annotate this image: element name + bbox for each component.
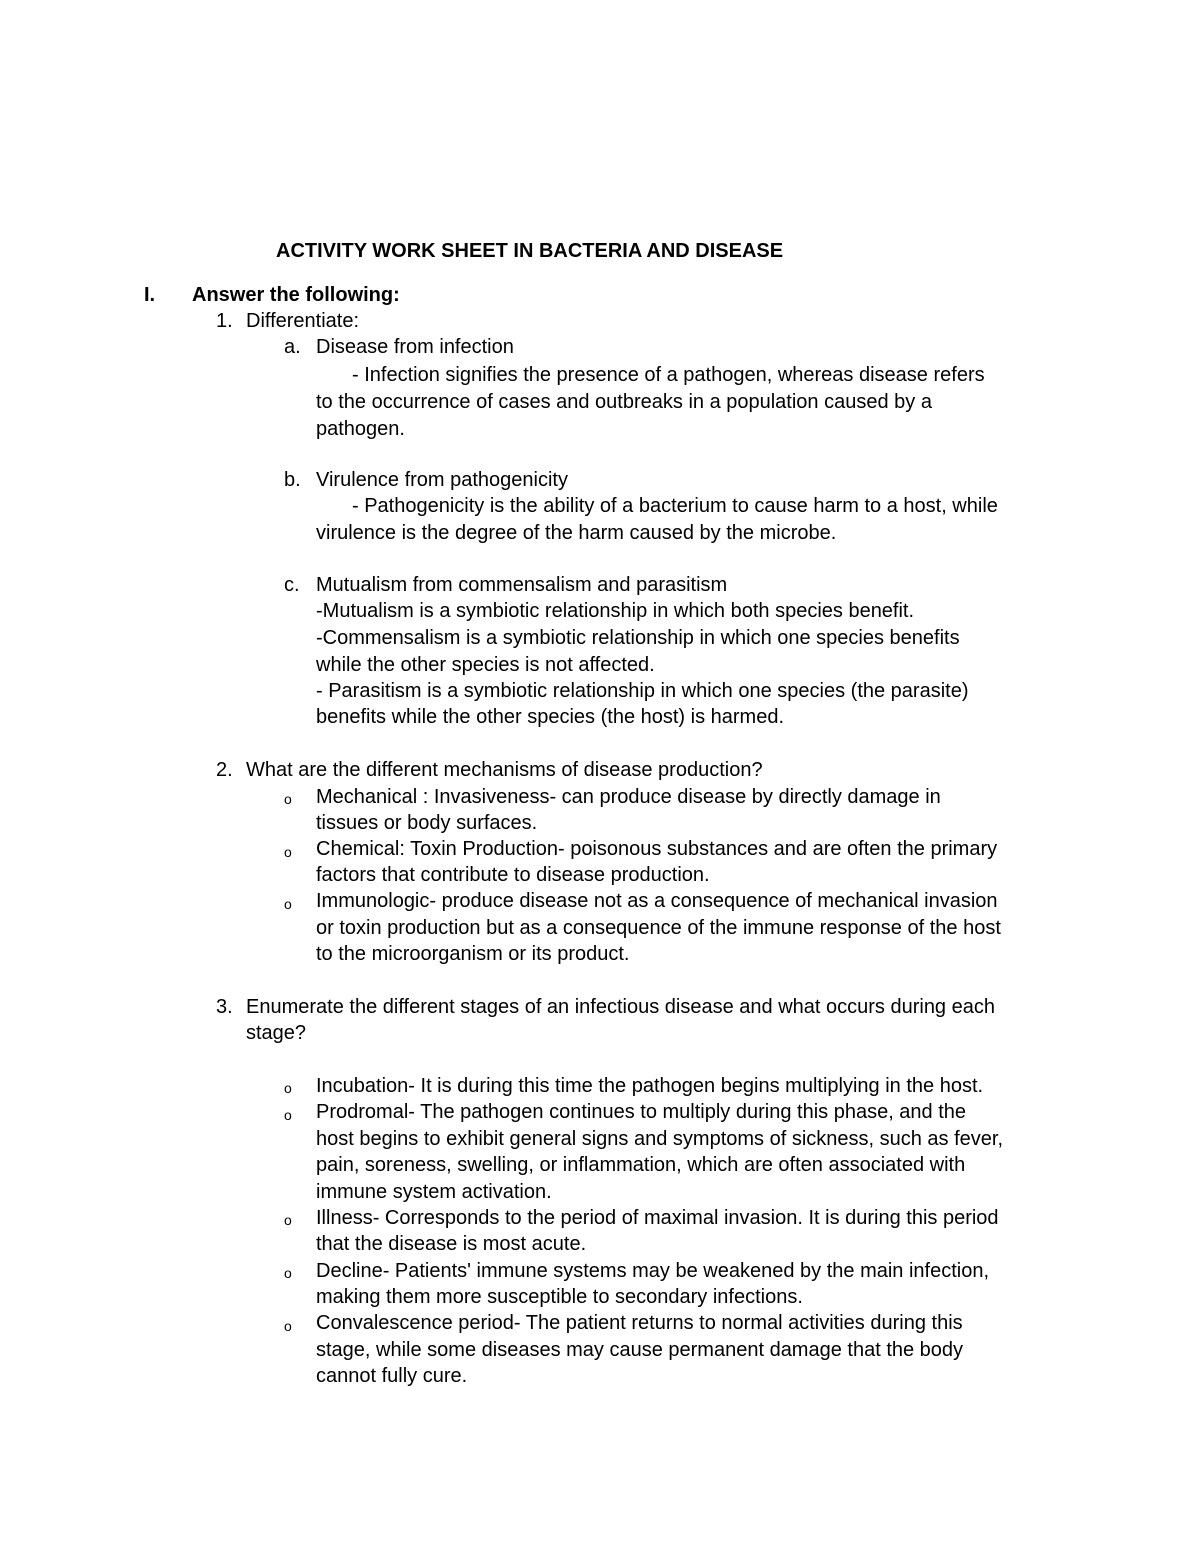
bullet-icon: o [284, 844, 292, 860]
q3-item-line: pain, soreness, swelling, or inflammation, which are often associated with [316, 1154, 966, 1176]
q2-item-line: Mechanical : Invasiveness- can produce disease by directly damage in [316, 786, 941, 808]
bullet-icon: o [284, 1080, 292, 1096]
q1c-answer-line: while the other species is not affected. [316, 654, 655, 676]
q1a-label: Disease from infection [316, 336, 514, 358]
q1a-answer-line: pathogen. [316, 418, 405, 440]
q2-item-line: tissues or body surfaces. [316, 812, 538, 834]
bullet-icon: o [284, 896, 292, 912]
q2-item-line: or toxin production but as a consequence of the immune response of the host [316, 917, 1001, 939]
q1c-answer-line: -Mutualism is a symbiotic relationship in which both species benefit. [316, 600, 915, 622]
bullet-icon: o [284, 1107, 292, 1123]
q3-item-line: Convalescence period- The patient returns to normal activities during this [316, 1312, 963, 1334]
q3-item-line: host begins to exhibit general signs and symptoms of sickness, such as fever, [316, 1128, 1004, 1150]
q1-text: Differentiate: [246, 310, 360, 332]
q3-item-line: making them more susceptible to secondary infections. [316, 1286, 803, 1308]
q2-text: What are the different mechanisms of disease production? [246, 759, 763, 781]
bullet-icon: o [284, 1212, 292, 1228]
section-numeral: I. [144, 284, 156, 306]
q3-number: 3. [216, 996, 233, 1018]
q3-item-line: cannot fully cure. [316, 1365, 468, 1387]
q1c-answer-line: benefits while the other species (the host) is harmed. [316, 706, 785, 728]
q1c-answer-line: -Commensalism is a symbiotic relationship in which one species benefits [316, 627, 960, 649]
q1b-answer-line: - Pathogenicity is the ability of a bacterium to cause harm to a host, while [352, 495, 998, 517]
q2-item-line: Immunologic- produce disease not as a consequence of mechanical invasion [316, 890, 998, 912]
bullet-icon: o [284, 1318, 292, 1334]
q3-item-line: Prodromal- The pathogen continues to multiply during this phase, and the [316, 1101, 967, 1123]
q3-text-line: stage? [246, 1022, 307, 1044]
q2-number: 2. [216, 759, 233, 781]
q1-number: 1. [216, 310, 233, 332]
bullet-icon: o [284, 791, 292, 807]
q1c-label: Mutualism from commensalism and parasitism [316, 574, 728, 596]
q1c-answer-line: - Parasitism is a symbiotic relationship in which one species (the parasite) [316, 680, 969, 702]
q1a-answer-line: to the occurrence of cases and outbreaks in a population caused by a [316, 391, 932, 413]
q1b-answer-line: virulence is the degree of the harm caused by the microbe. [316, 522, 837, 544]
q3-item-line: stage, while some diseases may cause permanent damage that the body [316, 1339, 964, 1361]
page-title: ACTIVITY WORK SHEET IN BACTERIA AND DISEASE [276, 240, 784, 262]
q2-item-line: to the microorganism or its product. [316, 943, 630, 965]
q2-item-line: factors that contribute to disease production. [316, 864, 710, 886]
q3-item-line: Decline- Patients' immune systems may be weakened by the main infection, [316, 1260, 990, 1282]
q1b-label: Virulence from pathogenicity [316, 469, 568, 491]
q2-item-line: Chemical: Toxin Production- poisonous substances and are often the primary [316, 838, 998, 860]
q3-item-line: that the disease is most acute. [316, 1233, 587, 1255]
q3-item-line: Incubation- It is during this time the pathogen begins multiplying in the host. [316, 1075, 984, 1097]
q3-item-line: immune system activation. [316, 1181, 552, 1203]
q1a-letter: a. [284, 336, 301, 358]
q1b-letter: b. [284, 469, 301, 491]
q3-text-line: Enumerate the different stages of an infectious disease and what occurs during each [246, 996, 995, 1018]
section-heading: Answer the following: [192, 284, 400, 306]
q1c-letter: c. [284, 574, 300, 596]
q1a-answer-line: - Infection signifies the presence of a pathogen, whereas disease refers [352, 364, 985, 386]
bullet-icon: o [284, 1265, 292, 1281]
q3-item-line: Illness- Corresponds to the period of maximal invasion. It is during this period [316, 1207, 999, 1229]
